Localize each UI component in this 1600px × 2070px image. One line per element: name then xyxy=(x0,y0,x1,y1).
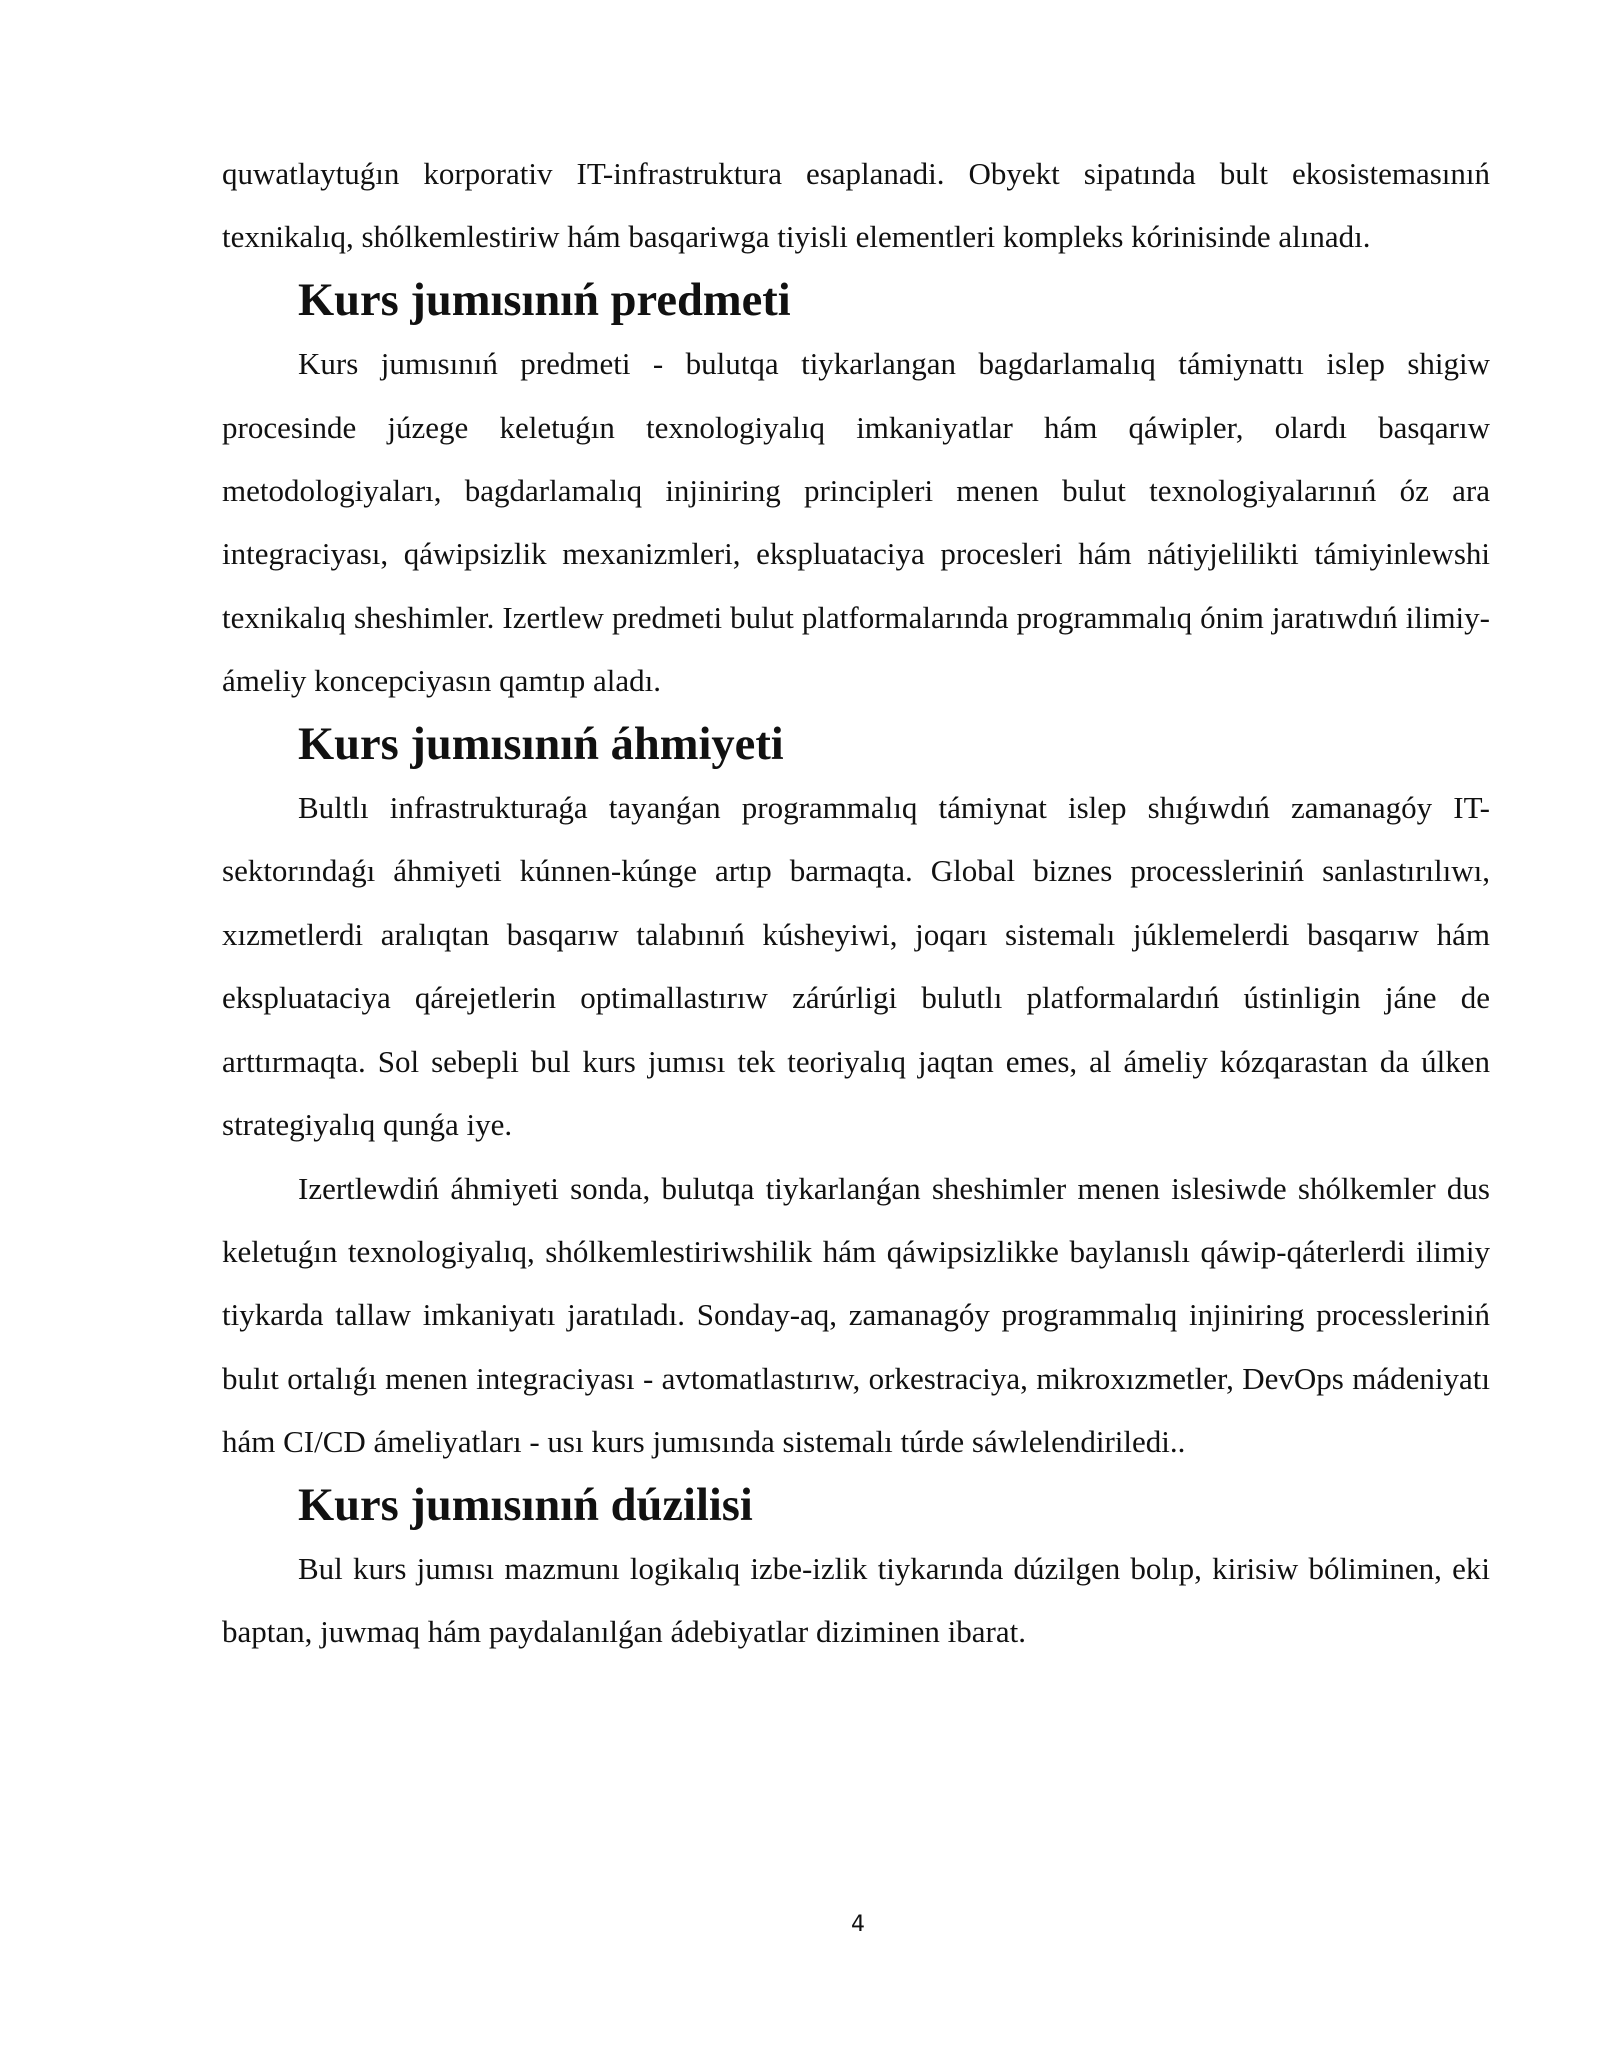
paragraph-importance-1: Bultlı infrastrukturaǵa tayanǵan programmalıq támiynat islep shıǵıwdıń zamanagóy IT-sektorındaǵı áhmiyeti kúnnen-kúnge artıp barmaqta. Global biznes processleriniń sanlastırılıwı, xızmetlerdi aralıqtan basqarıw talabınıń kúsheyiwi, joqarı sistemalı júklemelerdi basqarıw hám ekspluataciya qárejetlerin optimallastırıw zárúrligi bulutlı platformalardıń ústinligin jáne de arttırmaqta. Sol sebepli bul kurs jumısı tek teoriyalıq jaqtan emes, al ámeliy kózqarastan da úlken strategiyalıq qunǵa iye. xyxy=(222,790,1490,1143)
document-page xyxy=(222,142,1490,1664)
paragraph-importance-2: Izertlewdiń áhmiyeti sonda, bulutqa tiykarlanǵan sheshimler menen islesiwde shólkemler dus keletuǵın texnologiyalıq, shólkemlestiriwshilik hám qáwipsizlikke baylanıslı qáwip-qáterlerdi ilimiy tiykarda tallaw imkaniyatı jaratıladı. Sonday-aq, zamanagóy programmalıq injiniring processleriniń bulıt ortalıǵı menen integraciyası - avtomatlastırıw, orkestraciya, mikroxızmetler, DevOps mádeniyatı hám CI/CD ámeliyatları - usı kurs jumısında sistemalı túrde sáwlelendiriledi.. xyxy=(222,1170,1490,1460)
heading-subject: Kurs jumısınıń predmeti xyxy=(298,274,791,326)
heading-structure: Kurs jumısınıń dúzilisi xyxy=(298,1479,753,1531)
paragraph-structure: Bul kurs jumısı mazmunı logikalıq izbe-izlik tiykarında dúzilgen bolıp, kirisiw bóliminen, eki baptan, juwmaq hám paydalanılǵan ádebiyatlar diziminen ibarat. xyxy=(222,1550,1490,1650)
page-number: 4 xyxy=(851,1912,865,1937)
heading-importance: Kurs jumısınıń áhmiyeti xyxy=(298,718,784,770)
paragraph-subject: Kurs jumısınıń predmeti - bulutqa tiykarlangan bagdarlamalıq támiynattı islep shigiw procesinde júzege keletuǵın texnologiyalıq imkaniyatlar hám qáwipler, olardı basqarıw metodologiyaları, bagdarlamalıq injiniring principleri menen bulut texnologiyalarınıń óz ara integraciyası, qáwipsizlik mexanizmleri, ekspluataciya procesleri hám nátiyjelilikti támiyinlewshi texnikalıq sheshimler. Izertlew predmeti bulut platformalarında programmalıq ónim jaratıwdıń ilimiy-ámeliy koncepciyasın qamtıp aladı. xyxy=(222,346,1490,699)
paragraph-object-description: quwatlaytuǵın korporativ IT-infrastruktura esaplanadi. Obyekt sipatında bult ekosistemasınıń texnikalıq, shólkemlestiriw hám basqariwga tiyisli elementleri kompleks kórinisinde alınadı. xyxy=(222,156,1490,255)
